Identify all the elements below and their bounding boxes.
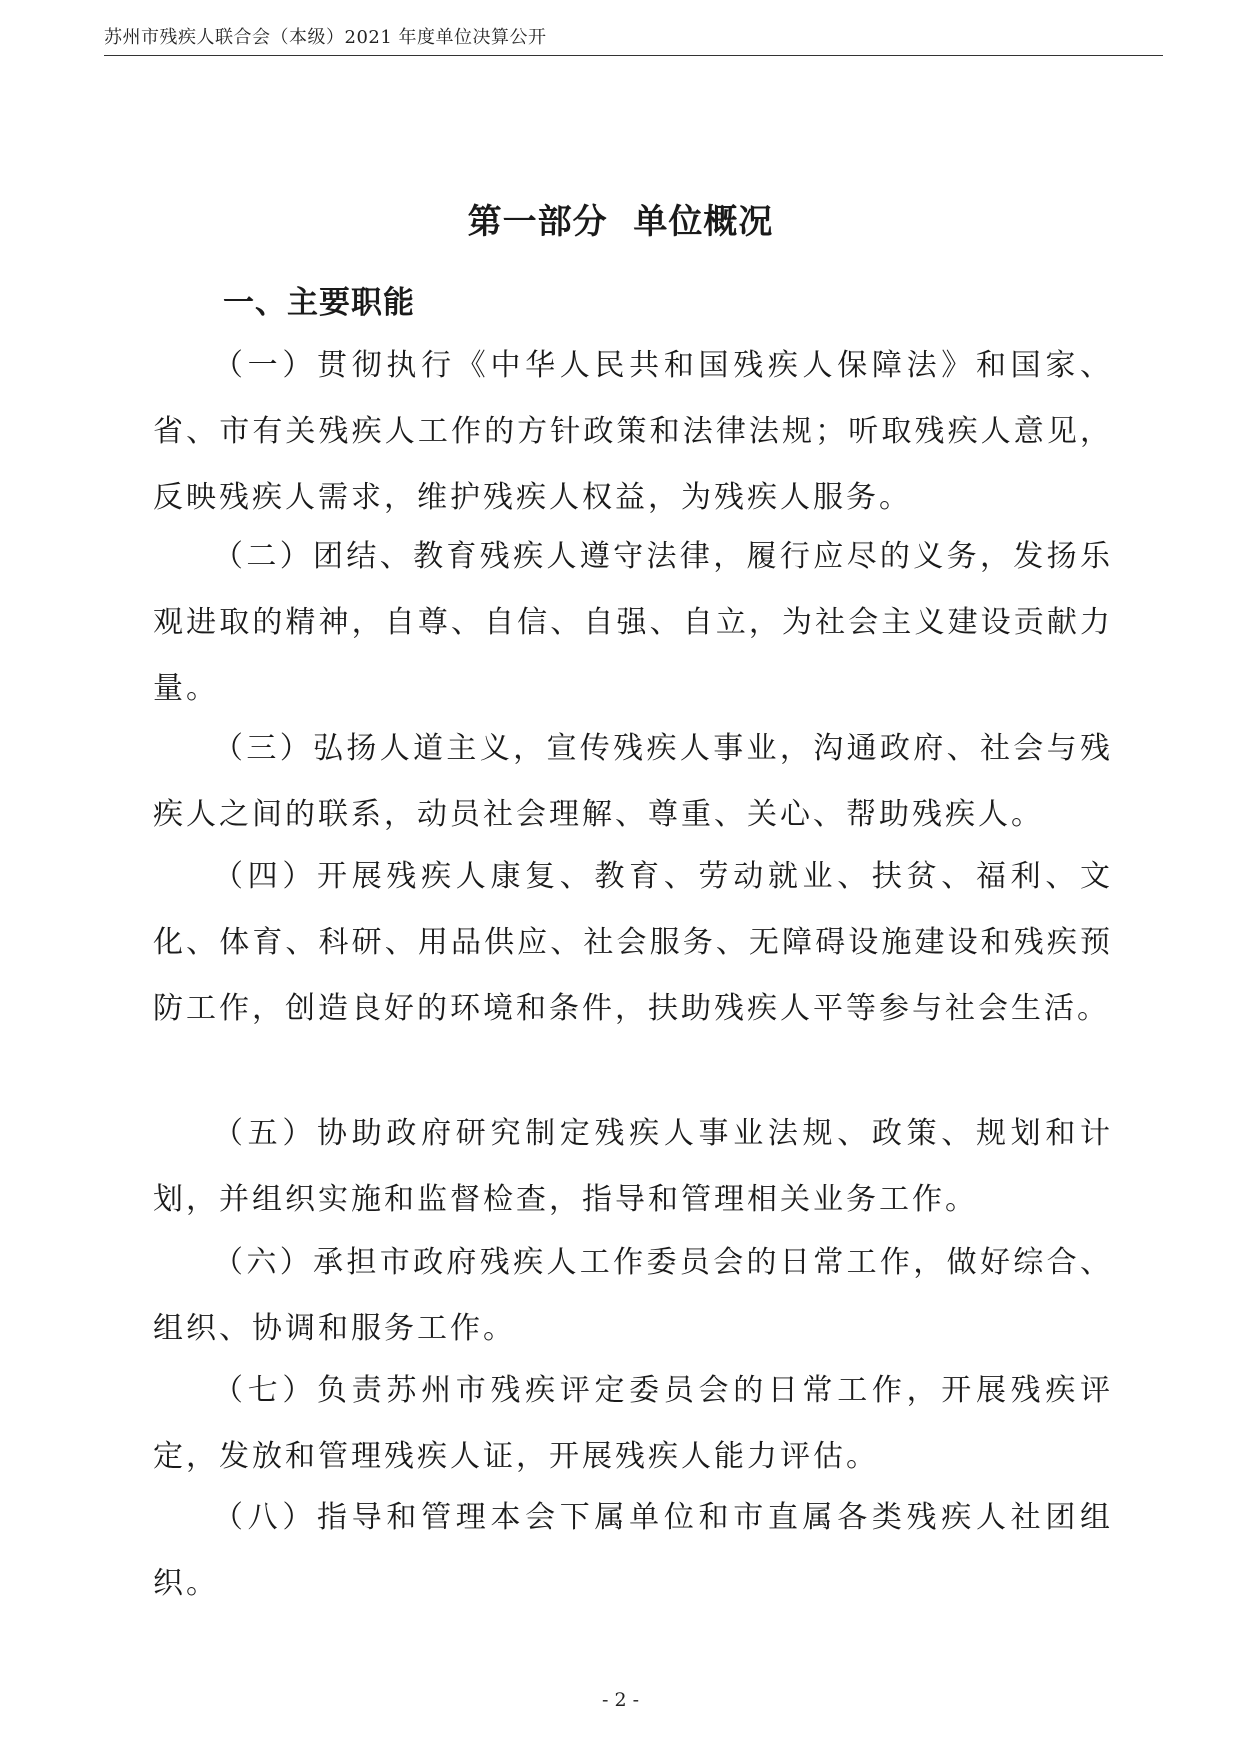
function-paragraph-1: （一）贯彻执行《中华人民共和国残疾人保障法》和国家、省、市有关残疾人工作的方针政策和法律法规；听取残疾人意见，反映残疾人需求，维护残疾人权益，为残疾人服务。: [153, 348, 1113, 515]
running-header: 苏州市残疾人联合会（本级）2021 年度单位决算公开: [104, 27, 547, 48]
section-heading: 一、主要职能: [223, 285, 415, 321]
function-paragraph-2: （二）团结、教育残疾人遵守法律，履行应尽的义务，发扬乐观进取的精神，自尊、自信、自强、自立，为社会主义建设贡献力量。: [153, 539, 1113, 706]
page-number: - 2 -: [601, 1689, 639, 1711]
function-paragraph-7: （七）负责苏州市残疾评定委员会的日常工作，开展残疾评定，发放和管理残疾人证，开展残疾人能力评估。: [153, 1373, 1113, 1474]
header-divider: [104, 55, 1163, 56]
function-paragraph-5: （五）协助政府研究制定残疾人事业法规、政策、规划和计划，并组织实施和监督检查，指导和管理相关业务工作。: [153, 1116, 1113, 1217]
function-paragraph-4: （四）开展残疾人康复、教育、劳动就业、扶贫、福利、文化、体育、科研、用品供应、社会服务、无障碍设施建设和残疾预防工作，创造良好的环境和条件，扶助残疾人平等参与社会生活。: [153, 859, 1113, 1026]
page-title: 第一部分 单位概况: [467, 202, 774, 242]
function-paragraph-8: （八）指导和管理本会下属单位和市直属各类残疾人社团组织。: [153, 1500, 1113, 1601]
function-paragraph-6: （六）承担市政府残疾人工作委员会的日常工作，做好综合、组织、协调和服务工作。: [153, 1245, 1113, 1346]
function-paragraph-3: （三）弘扬人道主义，宣传残疾人事业，沟通政府、社会与残疾人之间的联系，动员社会理解、尊重、关心、帮助残疾人。: [153, 731, 1113, 832]
